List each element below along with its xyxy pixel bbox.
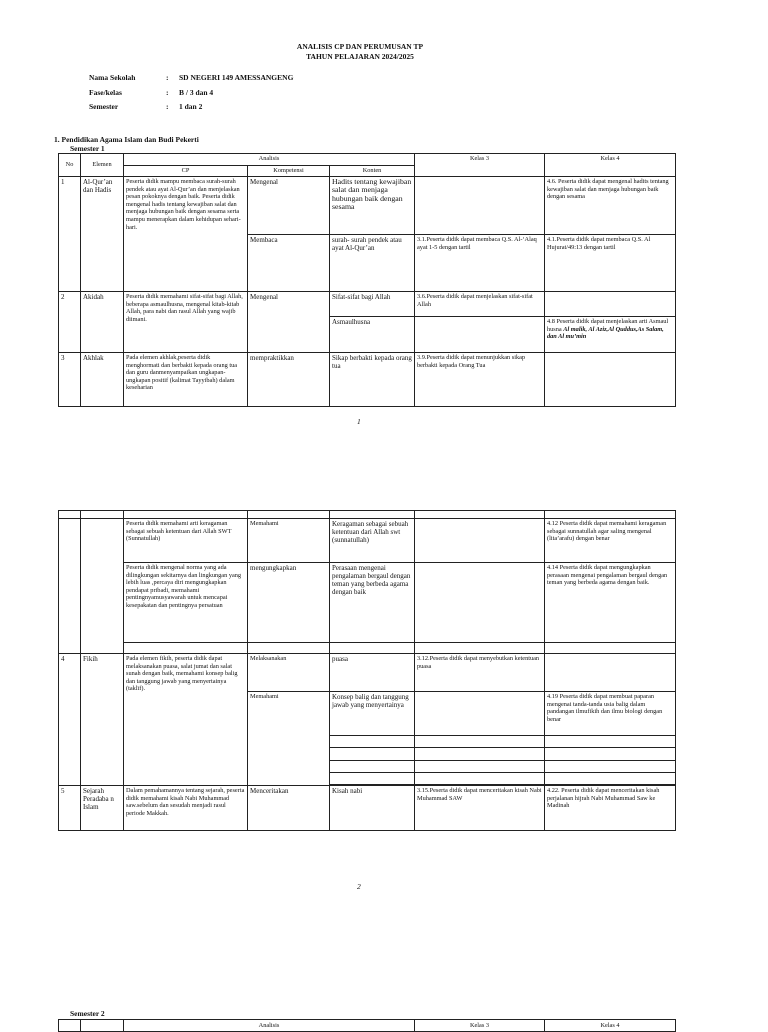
row-kompetensi: Menceritakan (248, 786, 330, 831)
row-kelas4: 4.6. Peserta didik dapat mengenal hadits tentang kewajiban salat dan menjaga hubungan baik dengan sesama (545, 177, 676, 235)
row-kompetensi: Melaksanakan (248, 654, 330, 692)
table-row (59, 563, 676, 643)
page-number-1: 1 (357, 417, 361, 426)
row-konten: surah- surah pendek atau ayat Al-Qur’an (330, 235, 415, 292)
row-kompetensi: Membaca (248, 235, 330, 292)
semester-1-label: Semester 1 (70, 144, 105, 153)
row-elemen: Fikih (81, 654, 124, 786)
row-kelas3: 3.15.Peserta didik dapat menceritakan kisah Nabi Muhammad SAW (415, 786, 545, 831)
row-elemen: Akidah (81, 292, 124, 353)
meta-phase (89, 88, 213, 97)
row-kelas3 (415, 519, 545, 563)
meta-colon: : (166, 73, 169, 82)
row-no: 5 (59, 786, 81, 831)
analysis-table-page3 (58, 1019, 676, 1032)
row-no: 3 (59, 353, 81, 407)
meta-colon: : (166, 102, 169, 111)
page-number-2: 2 (357, 882, 361, 891)
row-konten: Konsep balig dan tanggung jawab yang menyertainya (330, 692, 415, 736)
row-kelas4 (545, 292, 676, 317)
row-no: 2 (59, 292, 81, 353)
col-kelas3: Kelas 3 (415, 154, 545, 177)
title-line-1: ANALISIS CP DAN PERUMUSAN TP (296, 42, 424, 51)
row-konten: Sikap berbakti kepada orang tua (330, 353, 415, 407)
row-konten: Hadits tentang kewajiban salat dan menjaga hubungan baik dengan sesama (330, 177, 415, 235)
row-kompetensi: mengungkapkan (248, 563, 330, 643)
row-konten: Kisah nabi (330, 786, 415, 831)
col-no: No (59, 154, 81, 177)
row-elemen: Sejarah Peradaba n Islam (81, 786, 124, 831)
row-cp: Peserta didik memahami sifat-sifat bagi Allah, beberapa asmaulhusna, mengenal kitab-kitab Allah, para nabi dan rasul Allah yang wajib diimani. (124, 292, 248, 353)
row-elemen: Al-Qur’an dan Hadis (81, 177, 124, 292)
row-kompetensi: Mengenal (248, 292, 330, 353)
row-kompetensi: Memahami (248, 519, 330, 563)
row-cp: Peserta didik mengenal norma yang ada dilingkungan sekitarnya dan lingkungan yang lebih luas ,percaya diri mengungkapkan pendapat pribadi, memahami pentingnyamusyawarah untuk mencapai kesepakatan dan pentingnya persatuan (124, 563, 248, 643)
col-cp: CP (124, 166, 248, 177)
row-konten: Keragaman sebagai sebuah ketentuan dari Allah swt (sunnatullah) (330, 519, 415, 563)
col-kelas3: Kelas 3 (415, 1020, 545, 1032)
row-kompetensi: Memahami (248, 692, 330, 786)
document-title (0, 42, 720, 62)
table-row (59, 519, 676, 563)
row-kelas4: 4.22. Peserta didik dapat menceritakan kisah perjalanan hijrah Nabi Muhammad Saw ke Madinah (545, 786, 676, 831)
meta-semester-label: Semester (89, 102, 119, 111)
row-kelas4: 4.14 Peserta didik dapat mengungkapkan perasaan mengenai pengalaman bergaul dengan teman yang berbeda agama dengan baik. (545, 563, 676, 643)
meta-semester-value: 1 dan 2 (179, 102, 203, 111)
row-kelas3: 3.6.Peserta didik dapat menjelaskan sifat-sifat Allah (415, 292, 545, 317)
row-cp: Dalam pemahamannya tentang sejarah, peserta didik memahami kisah Nabi Muhammad saw.sebelum dan sesudah menjadi rasul periode Makkah. (124, 786, 248, 831)
row-kelas3 (415, 317, 545, 353)
row-cp: Peserta didik mampu membaca surah-surah pendek atau ayat Al-Qur’an dan menjelaskan pesan pokoknya dengan baik. Peserta didik mengenal hadis tentang kewajiban salat dan menjaga hubungan baik dengan sesama serta mampu menerapkan dalam kehidupan sehari-hari. (124, 177, 248, 292)
kelas4-text: 4.8 Peserta didik dapat menjelaskan arti Asmaul husna (547, 318, 669, 333)
col-kompetensi: Kompetensi (248, 166, 330, 177)
meta-phase-label: Fase/kelas (89, 88, 122, 97)
row-no: 4 (59, 654, 81, 786)
row-kelas3: 3.9.Peserta didik dapat menunjukkan sikap berbakti kepada Orang Tua (415, 353, 545, 407)
row-elemen: Akhlak (81, 353, 124, 407)
meta-school-value: SD NEGERI 149 AMESSANGENG (179, 73, 294, 82)
asmaul-husna-names: Al malik, Al Aziz,Al Quddus,As Salam, dan Al mu’min (547, 325, 664, 341)
row-konten: Perasaan mengenai pengalaman bergaul dengan teman yang berbeda agama dengan baik (330, 563, 415, 643)
section-heading: 1. Pendidikan Agama Islam dan Budi Pekerti (54, 135, 199, 144)
row-kelas3 (415, 177, 545, 235)
row-kelas4: 4.1.Peserta didik dapat membaca Q.S. Al Hujurat/49:13 dengan tartil (545, 235, 676, 292)
analysis-table-page2 (58, 510, 676, 831)
row-kompetensi: mempraktikkan (248, 353, 330, 407)
row-kelas3 (415, 692, 545, 736)
row-kelas4 (545, 654, 676, 692)
col-analisis: Analisis (124, 154, 415, 165)
table-row (59, 654, 676, 692)
row-konten: puasa (330, 654, 415, 692)
row-kelas4: 4.19 Peserta didik dapat membuat paparan mengenai tanda-tanda usia balig dalam pandangan ilmufikih dan ilmu biologi dengan benar (545, 692, 676, 736)
analysis-table-page1 (58, 153, 676, 407)
meta-semester (89, 102, 202, 111)
meta-school-label: Nama Sekolah (89, 73, 136, 82)
table-row (59, 292, 676, 317)
row-kelas3 (415, 563, 545, 643)
row-konten: Sifat-sifat bagi Allah (330, 292, 415, 317)
row-kelas3: 3.1.Peserta didik dapat membaca Q.S. Al-‘Alaq ayat 1-5 dengan tartil (415, 235, 545, 292)
semester-2-label: Semester 2 (70, 1009, 105, 1018)
meta-phase-value: B / 3 dan 4 (179, 88, 214, 97)
col-analisis: Analisis (124, 1020, 415, 1032)
row-cp: Pada elemen fikih, peserta didik dapat melaksanakan puasa, salat jumat dan salat sunah dengan baik, memahami konsep balig dan tanggung jawab yang menyertainya (taklīf). (124, 654, 248, 786)
col-elemen: Elemen (81, 154, 124, 177)
meta-colon: : (166, 88, 169, 97)
table-row (59, 786, 676, 831)
table-row (59, 353, 676, 407)
col-kelas4: Kelas 4 (545, 1020, 676, 1032)
row-kelas4: 4.12 Peserta didik dapat memahami keragaman sebagai sunnatullah agar saling mengenal (lita’arafu) dengan benar (545, 519, 676, 563)
col-kelas4: Kelas 4 (545, 154, 676, 177)
row-cp: Peserta didik memahami arti keragaman sebagai sebuah ketentuan dari Allah SWT (Sunnatullah) (124, 519, 248, 563)
meta-school (89, 73, 293, 82)
row-konten: Asmaulhusna (330, 317, 415, 353)
title-line-2: TAHUN PELAJARAN 2024/2025 (306, 52, 414, 61)
row-kelas4 (545, 353, 676, 407)
row-kelas3: 3.12.Peserta didik dapat menyebutkan ketentuan puasa (415, 654, 545, 692)
row-kompetensi: Mengenal (248, 177, 330, 235)
row-no: 1 (59, 177, 81, 292)
table-row (59, 177, 676, 235)
row-cp: Pada elemen akhlak,peserta didik menghormati dan berbakti kepada orang tua dan guru danmenyampaikan ungkapan-ungkapan positif (kalimat Tayyibah) dalam keseharian (124, 353, 248, 407)
col-konten: Konten (330, 166, 415, 177)
row-kelas4 (545, 317, 676, 353)
